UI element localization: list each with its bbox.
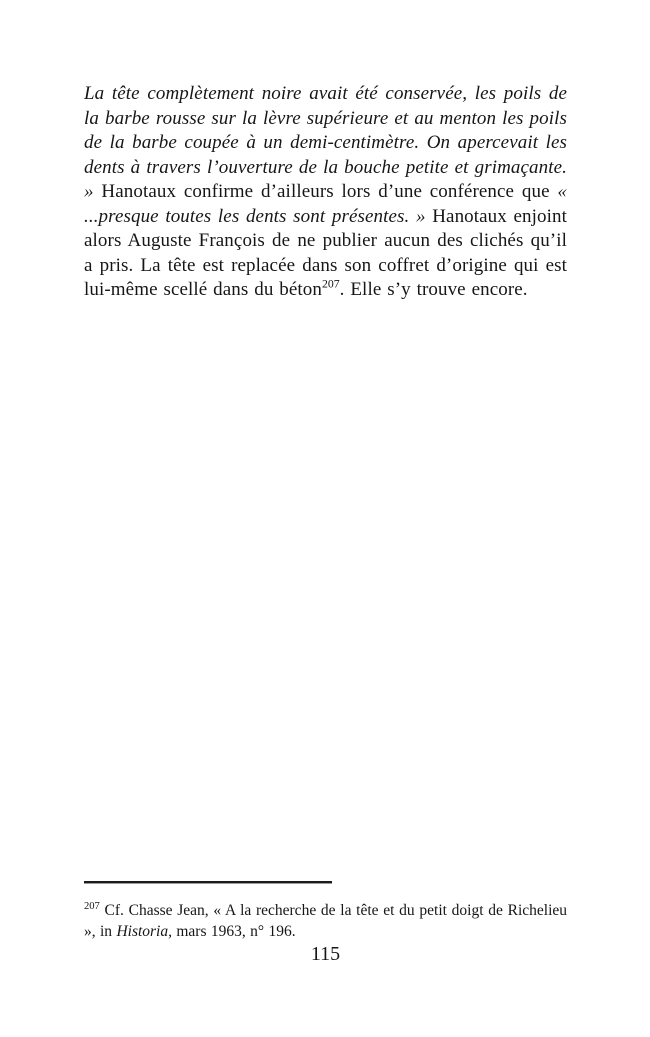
quoted-description-text: La tête complètement noire avait été conservée, les poils de la barbe rousse sur la lèvre supérieure et au menton les poils de la barbe coupée à un demi-centimètre. On apercevait les dents à travers l’ouverture de la bouche petite et grimaçante. » (84, 83, 567, 202)
page-number: 115 (310, 943, 341, 965)
narration-text: Hanotaux enjoint alors Auguste François de ne publier aucun des clichés qu’il a pris. La tête est replacée dans son coffret d’origine qui est lui-même scellé dans du béton (84, 205, 567, 300)
narration-text: . Elle s’y trouve encore. (339, 279, 528, 300)
footnote-citation-text: Cf. Chasse Jean, « A la recherche de la tête et du petit doigt de Richelieu », in (84, 901, 567, 940)
footnote-text (84, 900, 567, 943)
journal-title: Historia, (116, 923, 172, 940)
main-paragraph (84, 82, 567, 303)
footnote-reference-207: 207 (322, 277, 340, 291)
quoted-conference-text: « ...presque toutes les dents sont présentes. » (84, 181, 567, 227)
footnote-citation-date: mars 1963, n° 196. (172, 923, 296, 940)
footnote-marker-207: 207 (84, 900, 100, 912)
footnote-separator-rule (84, 881, 332, 884)
narration-text: Hanotaux confirme d’ailleurs lors d’une conférence que (101, 181, 558, 202)
